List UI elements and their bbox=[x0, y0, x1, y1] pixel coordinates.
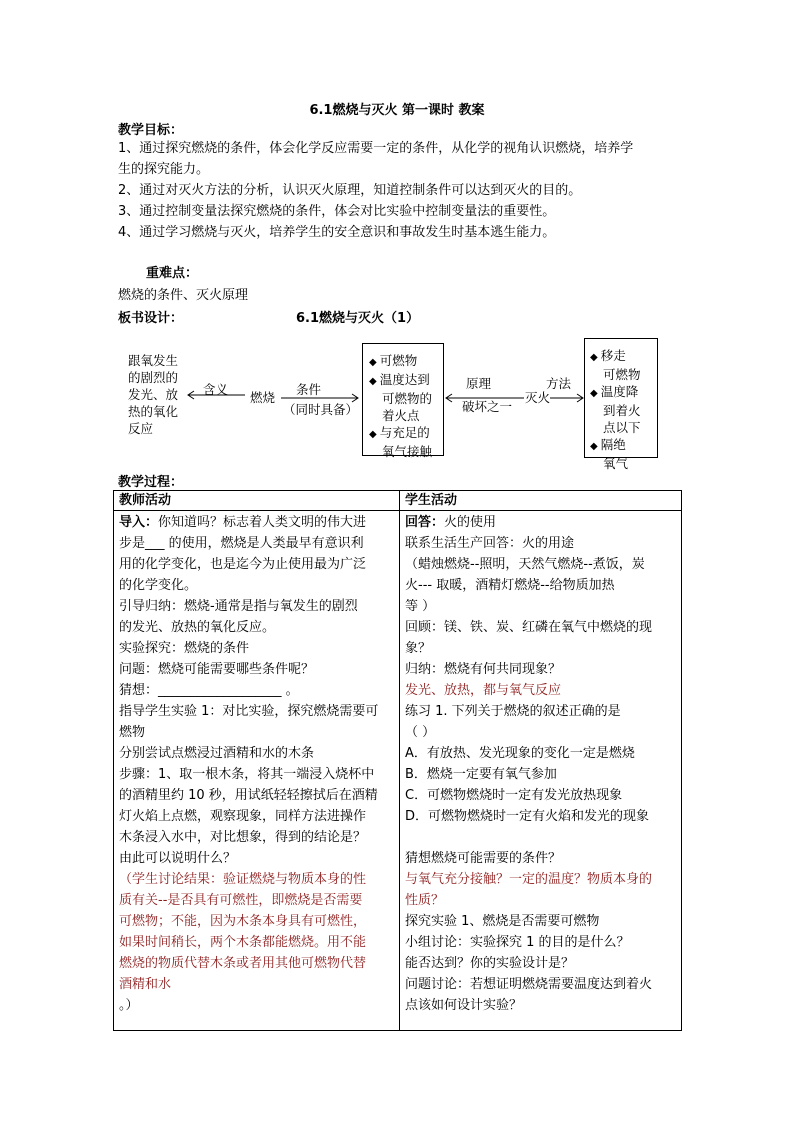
teacher-line: 如果时间稍长，两个木条都能燃烧。用不能 bbox=[119, 935, 367, 950]
lead-label: 回答： bbox=[405, 515, 445, 530]
student-line: 归纳：燃烧有何共同现象？ bbox=[405, 662, 562, 677]
method-line: 温度降 bbox=[600, 384, 639, 399]
teacher-line: 猜想：___________________ 。 bbox=[119, 683, 299, 698]
teacher-line: （学生讨论结果：验证燃烧与物质本身的性 bbox=[119, 872, 367, 887]
student-line: C．可燃物燃烧时一定有发光放热现象 bbox=[405, 788, 623, 803]
student-line: 问题讨论：若想证明燃烧需要温度达到着火 bbox=[405, 977, 653, 992]
student-line: B．燃烧一定要有氧气参加 bbox=[405, 767, 557, 782]
condition-label: 条件 bbox=[296, 382, 322, 397]
method-item bbox=[590, 383, 657, 436]
student-line: 能否达到？你的实验设计是？ bbox=[405, 956, 575, 971]
teacher-line: 酒精和水 bbox=[119, 977, 172, 992]
conditions-box bbox=[362, 343, 444, 459]
process-table bbox=[113, 490, 682, 1031]
condition-line: 可燃物 bbox=[379, 353, 418, 368]
teacher-line: 用的化学变化，也是迄今为止使用最为广泛 bbox=[119, 557, 367, 572]
teacher-column-header: 教师活动 bbox=[114, 491, 400, 511]
student-line: 等 ） bbox=[405, 599, 436, 614]
definition-line: 发光、放 bbox=[128, 387, 179, 402]
method-line: 隔绝 bbox=[600, 437, 626, 452]
definition-line: 反应 bbox=[128, 421, 154, 436]
diamond-bullet-icon: ◆ bbox=[590, 352, 598, 363]
objective-line: 3、通过控制变量法探究燃烧的条件，体会对比实验中控制变量法的重要性。 bbox=[118, 204, 556, 219]
method-item bbox=[590, 347, 657, 383]
teacher-line: 可燃物；不能，因为木条本身具有可燃性， bbox=[119, 914, 367, 929]
student-activity-cell bbox=[400, 511, 682, 1031]
student-line: 象？ bbox=[405, 641, 432, 656]
diamond-bullet-icon: ◆ bbox=[369, 357, 377, 368]
student-line: A．有放热、发光现象的变化一定是燃烧 bbox=[405, 746, 635, 761]
teacher-line: 的发光、放热的氧化反应。 bbox=[119, 620, 276, 635]
teacher-line: 步是___ 的使用，燃烧是人类最早有意识利 bbox=[119, 536, 364, 551]
method-line: 可燃物 bbox=[603, 367, 641, 382]
methods-box bbox=[584, 338, 658, 471]
teacher-line: 的酒精里约 10 秒，用试纸轻轻擦拭后在酒精 bbox=[119, 788, 378, 803]
student-line: 性质？ bbox=[405, 893, 445, 908]
diamond-bullet-icon: ◆ bbox=[590, 441, 598, 452]
teacher-line: 步骤：1、取一根木条，将其一端浸入烧杯中 bbox=[119, 767, 375, 782]
diamond-bullet-icon: ◆ bbox=[590, 388, 598, 399]
objectives-heading: 教学目标： bbox=[118, 123, 184, 138]
student-line: （ ） bbox=[405, 725, 436, 740]
condition-line: 氧气接触 bbox=[382, 444, 433, 459]
teacher-line: 指导学生实验 1：对比实验，探究燃烧需要可 bbox=[119, 704, 379, 719]
teacher-line: 分别尝试点燃浸过酒精和水的木条 bbox=[119, 746, 315, 761]
teacher-line: 由此可以说明什么？ bbox=[119, 851, 237, 866]
extinguish-label: 灭火 bbox=[525, 390, 551, 405]
condition-line: 与充足的 bbox=[379, 425, 430, 440]
objective-line: 4、通过学习燃烧与灭火，培养学生的安全意识和事故发生时基本逃生能力。 bbox=[118, 225, 556, 240]
student-line: D．可燃物燃烧时一定有火焰和发光的现象 bbox=[405, 809, 650, 824]
student-line: 练习 1. 下列关于燃烧的叙述正确的是 bbox=[405, 704, 621, 719]
method-line: 点以下 bbox=[603, 420, 641, 435]
key-points-heading: 重难点： bbox=[146, 266, 199, 281]
condition-line: 温度达到 bbox=[379, 372, 430, 387]
teacher-line: 实验探究：燃烧的条件 bbox=[119, 641, 250, 656]
key-points-text: 燃烧的条件、灭火原理 bbox=[118, 288, 249, 303]
student-line bbox=[405, 827, 676, 848]
teacher-line: 。） bbox=[119, 998, 139, 1013]
condition-line: 着火点 bbox=[382, 408, 420, 423]
objective-line: 生的探究能力。 bbox=[118, 162, 210, 177]
student-line: 猜想燃烧可能需要的条件？ bbox=[405, 851, 562, 866]
student-line: 联系生活生产回答：火的用途 bbox=[405, 536, 575, 551]
diamond-bullet-icon: ◆ bbox=[369, 376, 377, 387]
teacher-line: 燃物 bbox=[119, 725, 146, 740]
student-line: 火--- 取暖，酒精灯燃烧--给物质加热 bbox=[405, 578, 615, 593]
teacher-line: 导入：你知道吗？标志着人类文明的伟大进 bbox=[119, 515, 367, 530]
teacher-line: 质有关--是否具有可燃性，即燃烧是否需要 bbox=[119, 893, 363, 908]
burning-label: 燃烧 bbox=[250, 390, 276, 405]
student-line: 与氧气充分接触？一定的温度？物质本身的 bbox=[405, 872, 653, 887]
student-line: （蜡烛燃烧--照明，天然气燃烧--煮饭，炭 bbox=[405, 557, 645, 572]
student-line: 发光、放热，都与氧气反应 bbox=[405, 683, 562, 698]
definition-line: 热的氧化 bbox=[128, 404, 179, 419]
meaning-label: 含义 bbox=[203, 382, 229, 397]
student-line: 回答：火的使用 bbox=[405, 515, 497, 530]
student-line: 回顾：镁、铁、炭、红磷在氧气中燃烧的现 bbox=[405, 620, 653, 635]
teacher-activity-cell bbox=[114, 511, 400, 1031]
condition-item bbox=[369, 371, 443, 424]
board-heading: 板书设计： bbox=[118, 311, 184, 326]
teacher-line: 灯火焰上点燃，观察现象，同样方法进操作 bbox=[119, 809, 367, 824]
student-line: 探究实验 1、燃烧是否需要可燃物 bbox=[405, 914, 600, 929]
method-line: 到着火 bbox=[603, 403, 641, 418]
teacher-line: 木条浸入水中，对比想象，得到的结论是？ bbox=[119, 830, 367, 845]
board-subtitle: 6.1燃烧与灭火（1） bbox=[296, 311, 420, 326]
method-line: 移走 bbox=[600, 348, 626, 363]
destroy-label: 破坏之一 bbox=[462, 399, 513, 414]
student-line: 点该如何设计实验？ bbox=[405, 998, 523, 1013]
objective-line: 1、通过探究燃烧的条件，体会化学反应需要一定的条件，从化学的视角认识燃烧，培养学 bbox=[118, 141, 634, 156]
method-label: 方法 bbox=[546, 376, 572, 391]
condition-note: （同时具备） bbox=[283, 402, 359, 417]
page-title: 6.1燃烧与灭火 第一课时 教案 bbox=[309, 103, 485, 118]
objective-line: 2、通过对灭火方法的分析，认识灭火原理，知道控制条件可以达到灭火的目的。 bbox=[118, 183, 582, 198]
teacher-line: 引导归纳：燃烧-通常是指与氧发生的剧烈 bbox=[119, 599, 358, 614]
definition-line: 的剧烈的 bbox=[128, 370, 179, 385]
lead-label: 导入： bbox=[119, 515, 159, 530]
condition-line: 可燃物的 bbox=[382, 391, 433, 406]
process-heading: 教学过程： bbox=[118, 475, 184, 490]
principle-label: 原理 bbox=[466, 376, 492, 391]
condition-item bbox=[369, 352, 443, 371]
teacher-line: 的化学变化。 bbox=[119, 578, 198, 593]
method-item bbox=[590, 436, 657, 472]
diamond-bullet-icon: ◆ bbox=[369, 429, 377, 440]
student-column-header: 学生活动 bbox=[400, 491, 682, 511]
teacher-line: 问题：燃烧可能需要哪些条件呢？ bbox=[119, 662, 315, 677]
condition-item bbox=[369, 424, 443, 460]
teacher-line: 燃烧的物质代替木条或者用其他可燃物代替 bbox=[119, 956, 367, 971]
method-line: 氧气 bbox=[603, 456, 629, 471]
definition-line: 跟氧发生 bbox=[128, 353, 179, 368]
student-line: 小组讨论：实验探究 1 的目的是什么？ bbox=[405, 935, 630, 950]
